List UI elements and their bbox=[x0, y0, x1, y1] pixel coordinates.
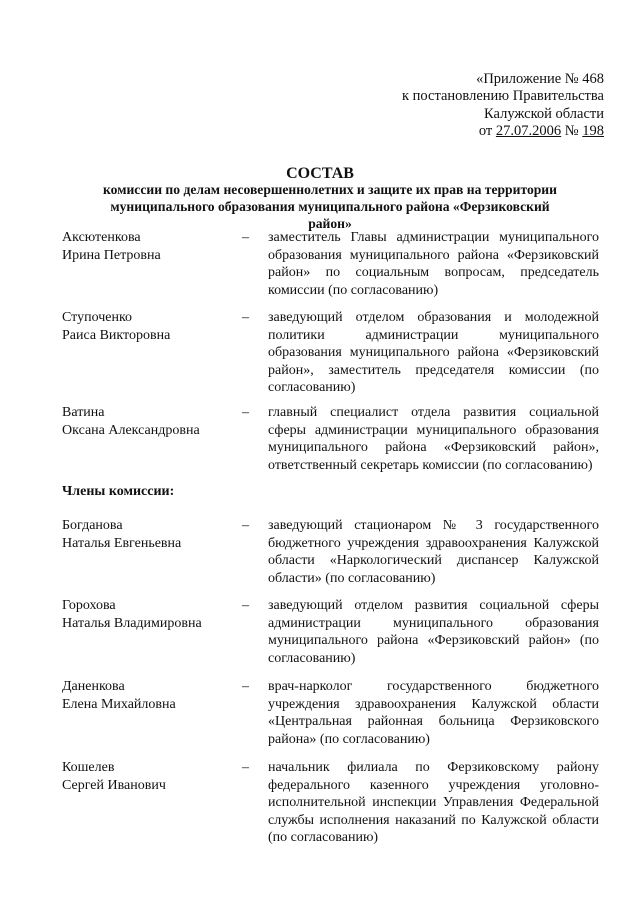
appendix-block bbox=[402, 71, 604, 141]
person-given-names: Оксана Александровна bbox=[62, 423, 200, 438]
person-name bbox=[62, 597, 237, 633]
appendix-line-3: Калужской области bbox=[484, 105, 604, 122]
appendix-date-prefix: от bbox=[478, 123, 496, 140]
members-heading: Члены комиссии: bbox=[62, 484, 175, 499]
person-name bbox=[62, 517, 237, 553]
document-title: СОСТАВ bbox=[286, 165, 354, 182]
person-role: врач-нарколог государственного бюджетного учреждения здравоохранения Калужской области «Центральная районная больница Ферзиковского района» (по согласованию) bbox=[268, 679, 599, 747]
entry-dash: – bbox=[242, 598, 249, 613]
person-surname: Аксютенкова bbox=[62, 230, 141, 245]
appendix-number: 198 bbox=[582, 123, 604, 140]
person-given-names: Наталья Владимировна bbox=[62, 616, 202, 631]
person-surname: Ступоченко bbox=[62, 310, 133, 325]
document-subtitle bbox=[90, 181, 570, 232]
person-name bbox=[62, 678, 237, 714]
person-surname: Даненкова bbox=[62, 679, 125, 694]
subtitle-line-1: комиссии по делам несовершеннолетних и защите их прав на территории bbox=[103, 182, 557, 197]
person-surname: Богданова bbox=[62, 518, 123, 533]
person-role: главный специалист отдела развития социальной сферы администрации муниципального образования муниципального района «Ферзиковский район», ответственный секретарь комиссии (по согласованию) bbox=[268, 405, 599, 473]
appendix-number-sign: № bbox=[561, 123, 583, 140]
person-given-names: Сергей Иванович bbox=[62, 778, 166, 793]
person-role: заведующий стационаром № 3 государственного бюджетного учреждения здравоохранения Калужской области «Наркологический диспансер Калужской области» (по согласованию) bbox=[268, 518, 599, 586]
person-surname: Горохова bbox=[62, 598, 116, 613]
appendix-line-1: «Приложение № 468 bbox=[476, 71, 604, 87]
person-name bbox=[62, 404, 237, 440]
entry-dash: – bbox=[242, 679, 249, 694]
entry-dash: – bbox=[242, 310, 249, 325]
person-surname: Ватина bbox=[62, 405, 105, 420]
entry-dash: – bbox=[242, 760, 249, 775]
person-surname: Кошелев bbox=[62, 760, 115, 775]
entry-dash: – bbox=[242, 518, 249, 533]
appendix-date: 27.07.2006 bbox=[495, 123, 562, 140]
person-name bbox=[62, 309, 237, 345]
entry-dash: – bbox=[242, 230, 249, 245]
person-given-names: Раиса Викторовна bbox=[62, 328, 171, 343]
person-role: начальник филиала по Ферзиковскому району федерального казенного учреждения уголовно-исполнительной инспекции Управления Федеральной службы исполнения наказаний по Калужской области (по согласованию) bbox=[268, 760, 599, 846]
person-name bbox=[62, 229, 237, 265]
person-role: заведующий отделом образования и молодежной политики администрации муниципального образования муниципального района «Ферзиковский район», заместитель председателя комиссии (по согласованию) bbox=[268, 310, 599, 396]
appendix-line-4 bbox=[402, 123, 604, 140]
person-given-names: Ирина Петровна bbox=[62, 248, 161, 263]
person-name bbox=[62, 759, 237, 795]
person-given-names: Елена Михайловна bbox=[62, 697, 176, 712]
person-role: заместитель Главы администрации муниципального образования муниципального района «Ферзиковский район» по социальным вопросам, председатель комиссии (по согласованию) bbox=[268, 230, 599, 298]
person-given-names: Наталья Евгеньевна bbox=[62, 536, 182, 551]
subtitle-line-2: муниципального образования муниципального района «Ферзиковский район» bbox=[110, 199, 550, 231]
appendix-line-2: к постановлению Правительства bbox=[402, 88, 604, 105]
entry-dash: – bbox=[242, 405, 249, 420]
person-role: заведующий отделом развития социальной сферы администрации муниципального образования муниципального района «Ферзиковский район» (по согласованию) bbox=[268, 598, 599, 666]
